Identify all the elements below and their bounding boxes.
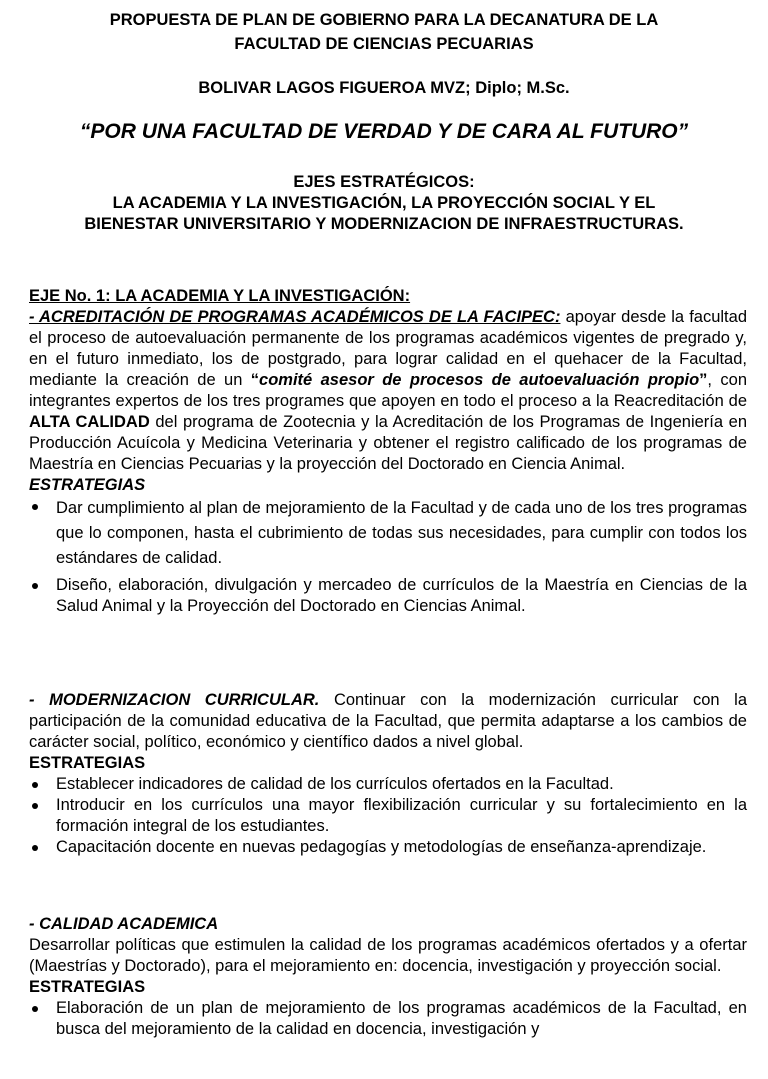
list-item: Dar cumplimiento al plan de mejoramiento de la Facultad y de cada uno de los tres programas que lo componen, hasta el cubrimiento de todas sus necesidades, para cumplir con todos los estándares de calidad. <box>29 496 747 571</box>
ejes-line-1: LA ACADEMIA Y LA INVESTIGACIÓN, LA PROYECCIÓN SOCIAL Y EL <box>112 194 656 212</box>
list-item: Introducir en los currículos una mayor flexibilización curricular y su fortalecimiento en la formación integral de los estudiantes. <box>29 795 747 837</box>
ejes-line-2: BIENESTAR UNIVERSITARIO Y MODERNIZACION DE INFRAESTRUCTURAS. <box>84 215 684 233</box>
eje1-heading: EJE No. 1: LA ACADEMIA Y LA INVESTIGACIÓN: <box>29 287 411 305</box>
title-line-1: PROPUESTA DE PLAN DE GOBIERNO PARA LA DECANATURA DE LA <box>109 11 659 29</box>
section-acreditacion <box>29 286 747 617</box>
acreditacion-text-b: , con integrantes expertos de los tres programes que apoyen en todo el proceso a la Reacreditación de <box>29 371 747 410</box>
list-item: Diseño, elaboración, divulgación y mercadeo de currículos de la Maestría en Ciencias de la Salud Animal y la Proyección del Doctorado en Ciencias Animal. <box>29 575 747 617</box>
ejes-title: EJES ESTRATÉGICOS: <box>293 173 475 191</box>
list-item: Elaboración de un plan de mejoramiento de los programas académicos de la Facultad, en busca del mejoramiento de la calidad en docencia, investigación y <box>29 998 747 1040</box>
strategies-list-1 <box>29 496 747 617</box>
comite-asesor: comité asesor de procesos de autoevaluación propio <box>259 371 700 389</box>
section-modernizacion <box>29 690 747 858</box>
strategies-list-2 <box>29 774 747 858</box>
title-line-2: FACULTAD DE CIENCIAS PECUARIAS <box>234 35 534 53</box>
alta-calidad: ALTA CALIDAD <box>29 413 150 431</box>
calidad-heading: - CALIDAD ACADEMICA <box>29 915 219 933</box>
quote-open: “ <box>250 371 260 389</box>
acreditacion-text-a: apoyar desde la facultad el proceso de autoevaluación permanente de los programas académicos vigentes de pregrado y, en el futuro inmediato, los de postgrado, para lograr calidad en el quehacer de la Facultad, mediante la creación de un <box>29 308 747 389</box>
modernizacion-paragraph <box>29 690 747 753</box>
strategies-list-3 <box>29 998 747 1040</box>
list-item: Establecer indicadores de calidad de los currículos ofertados en la Facultad. <box>29 774 747 795</box>
list-item: Capacitación docente en nuevas pedagogías y metodologías de enseñanza-aprendizaje. <box>29 837 747 858</box>
acreditacion-text-c: del programa de Zootecnia y la Acreditación de los Programas de Ingeniería en Producción Acuícola y Medicina Veterinaria y obtener el registro calificado de los programas de Maestría en Ciencias Pecuarias y la proyección del Doctorado en Ciencia Animal. <box>29 413 747 473</box>
strategies-label-1: ESTRATEGIAS <box>29 476 146 494</box>
quote-close: ” <box>699 371 708 389</box>
strategies-label-2: ESTRATEGIAS <box>29 754 146 772</box>
document-title <box>40 8 728 56</box>
acreditacion-heading: - ACREDITACIÓN DE PROGRAMAS ACADÉMICOS DE LA FACIPEC: <box>29 308 561 326</box>
calidad-paragraph: Desarrollar políticas que estimulen la calidad de los programas académicos ofertados y a ofertar (Maestrías y Doctorado), para el mejoramiento en: docencia, investigación y proyección social. <box>29 936 747 975</box>
strategies-label-3: ESTRATEGIAS <box>29 978 146 996</box>
section-calidad <box>29 914 747 1040</box>
acreditacion-paragraph <box>29 307 747 475</box>
modernizacion-heading: - MODERNIZACION CURRICULAR. <box>29 691 320 709</box>
modernizacion-text: Continuar con la modernización curricular con la participación de la comunidad educativa de la Facultad, que permita adaptarse a los cambios de carácter social, político, económico y científico dados a nivel global. <box>29 691 747 751</box>
ejes-block <box>20 172 748 235</box>
slogan: “POR UNA FACULTAD DE VERDAD Y DE CARA AL FUTURO” <box>79 120 689 143</box>
author-line: BOLIVAR LAGOS FIGUEROA MVZ; Diplo; M.Sc. <box>198 79 570 97</box>
